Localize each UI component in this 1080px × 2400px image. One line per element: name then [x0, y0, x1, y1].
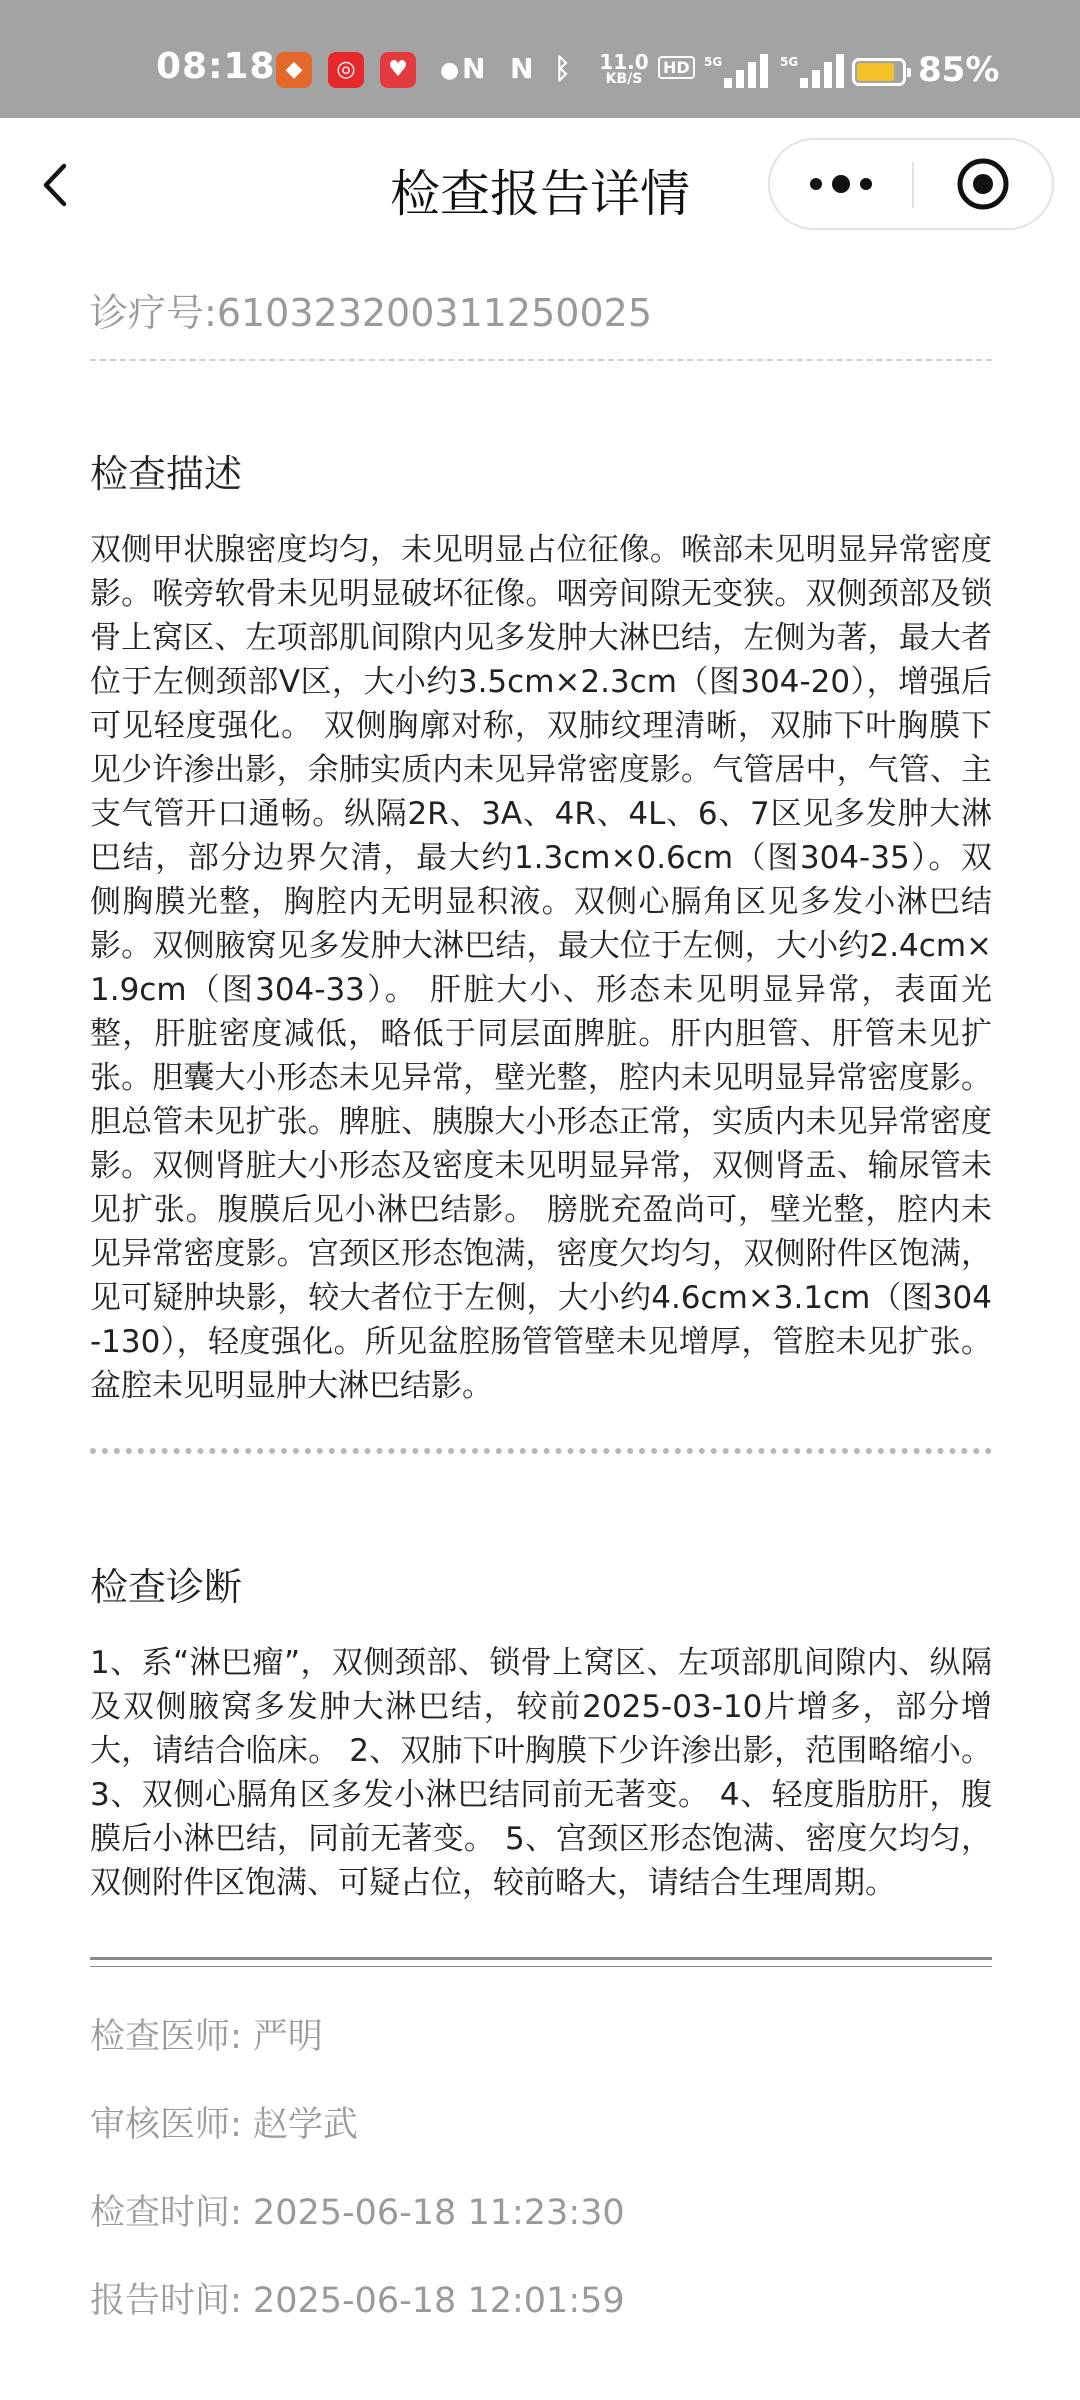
meta-label: 检查医师: [90, 2017, 253, 2057]
meta-value: 赵学武 [252, 2105, 358, 2145]
dotted-divider [90, 1448, 992, 1454]
double-divider [90, 1957, 992, 1967]
report-meta-list [90, 1993, 992, 2345]
nfc-icon: N [462, 52, 486, 85]
patient-number-label: 诊疗号: [90, 291, 217, 335]
meta-label: 检查时间: [90, 2193, 253, 2233]
battery-icon [852, 58, 906, 86]
mini-program-capsule [768, 138, 1054, 230]
heart-app-icon: ♥ [380, 52, 416, 88]
network-speed [596, 52, 652, 86]
svg-text:5G: 5G [704, 55, 723, 69]
meta-label: 报告时间: [90, 2281, 253, 2321]
chevron-left-icon[interactable] [30, 158, 84, 212]
network-speed-unit: KB/S [605, 71, 643, 87]
music-app-icon: ◎ [328, 52, 364, 88]
report-content [90, 252, 992, 2345]
description-title: 检查描述 [90, 452, 243, 496]
battery-percent: 85% [918, 50, 1000, 90]
meta-value: 严明 [252, 2017, 323, 2057]
report-time-row [90, 2257, 992, 2345]
nfc-outline-icon: N [510, 52, 534, 85]
signal-strength-2-icon [780, 52, 850, 88]
notification-dot-icon: ● [440, 58, 460, 83]
hd-voice-badge: HD [658, 56, 695, 79]
examining-doctor-row [90, 1993, 992, 2081]
description-text: 双侧甲状腺密度均匀，未见明显占位征像。喉部未见明显异常密度影。喉旁软骨未见明显破坏征像。咽旁间隙无变狭。双侧颈部及锁骨上窝区、左项部肌间隙内见多发肿大淋巴结，左侧为著，最大者位于左侧颈部V区，大小约3.5cm×2.3cm（图304-20），增强后可见轻度强化。 双侧胸廓对称，双肺纹理清晰，双肺下叶胸膜下见少许渗出影，余肺实质内未见异常密度影。气管居中，气管、主支气管开口通畅。纵隔2R、3A、4R、4L、6、7区见多发肿大淋巴结，部分边界欠清，最大约1.3cm×0.6cm（图304-35）。双侧胸膜光整，胸腔内无明显积液。双侧心膈角区见多发小淋巴结影。双侧腋窝见多发肿大淋巴结，最大位于左侧，大小约2.4cm×1.9cm（图304-33）。 肝脏大小、形态未见明显异常，表面光整，肝脏密度减低，略低于同层面脾脏。肝内胆管、肝管未见扩张。胆囊大小形态未见异常，壁光整，腔内未见明显异常密度影。胆总管未见扩张。脾脏、胰腺大小形态正常，实质内未见异常密度影。双侧肾脏大小形态及密度未见明显异常，双侧肾盂、输尿管未见扩张。腹膜后见小淋巴结影。 膀胱充盈尚可，壁光整，腔内未见异常密度影。宫颈区形态饱满，密度欠均匀，双侧附件区饱满，见可疑肿块影，较大者位于左侧，大小约4.6cm×3.1cm（图304-130），轻度强化。所见盆腔肠管管壁未见增厚，管腔未见扩张。盆腔未见明显肿大淋巴结影。 [90, 532, 992, 1404]
game-app-icon: ◆ [276, 52, 312, 88]
diagnosis-text: 1、系“淋巴瘤”，双侧颈部、锁骨上窝区、左项部肌间隙内、纵隔及双侧腋窝多发肿大淋巴结，较前2025-03-10片增多，部分增大，请结合临床。 2、双肺下叶胸膜下少许渗出影，范围略缩小。 3、双侧心膈角区多发小淋巴结同前无著变。 4、轻度脂肪肝，腹膜后小淋巴结，同前无著变。 5、宫颈区形态饱满、密度欠均匀，双侧附件区饱满、可疑占位，较前略大，请结合生理周期。 [90, 1645, 992, 1901]
patient-number-value: 610323200311250025 [216, 291, 652, 335]
more-button[interactable] [770, 140, 912, 228]
diagnosis-title: 检查诊断 [90, 1565, 243, 1609]
meta-value: 2025-06-18 11:23:30 [252, 2193, 625, 2233]
network-speed-value: 11.0 [599, 50, 649, 74]
more-dots-icon [770, 140, 912, 228]
bluetooth-icon: ᛒ [554, 52, 571, 85]
target-close-icon [914, 140, 1052, 228]
reviewing-doctor-row [90, 2081, 992, 2169]
signal-strength-icon [704, 52, 774, 88]
exam-time-row [90, 2169, 992, 2257]
svg-text:5G: 5G [780, 55, 799, 69]
page-title: 检查报告详情 [390, 165, 690, 223]
close-button[interactable] [914, 140, 1052, 228]
status-time: 08:18 [156, 46, 276, 87]
patient-number [90, 282, 992, 361]
battery-level [857, 63, 894, 81]
nav-bar [0, 118, 1080, 252]
meta-label: 审核医师: [90, 2105, 253, 2145]
meta-value: 2025-06-18 12:01:59 [252, 2281, 625, 2321]
status-bar [0, 0, 1080, 118]
